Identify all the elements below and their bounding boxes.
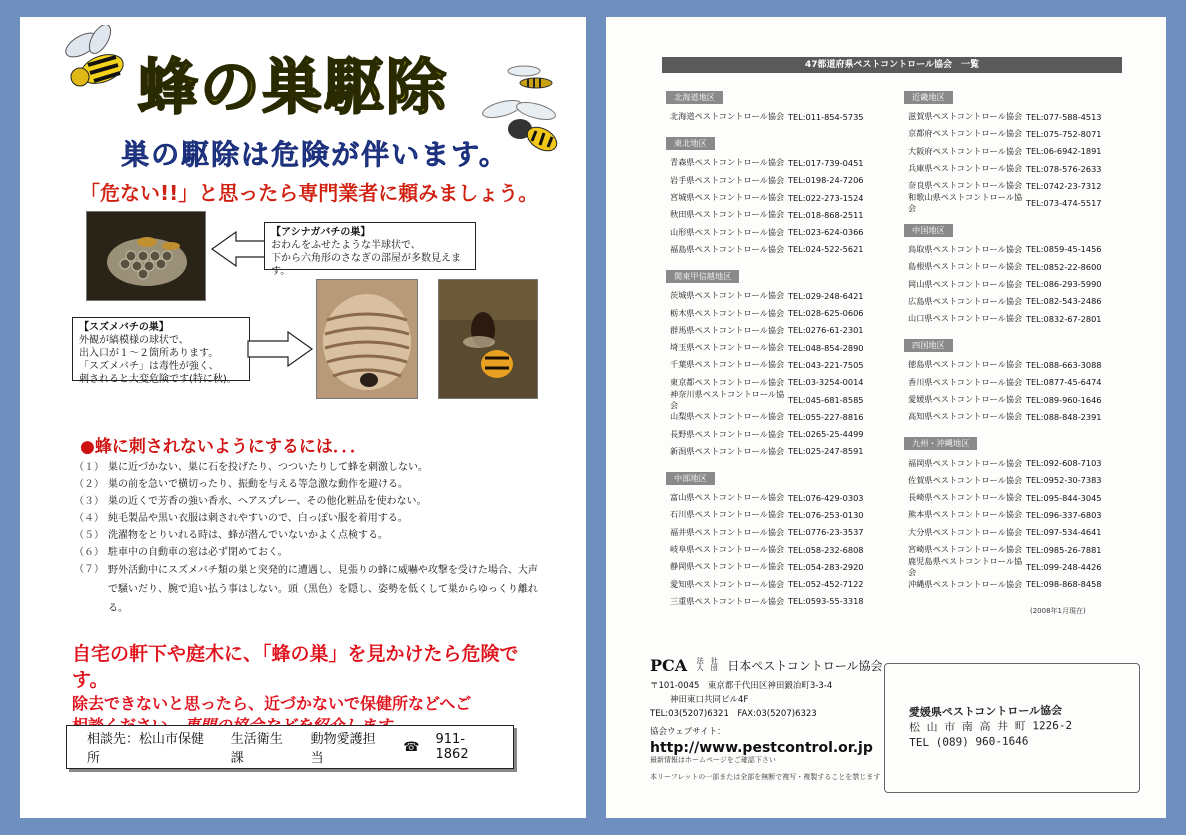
item-number: （３） bbox=[74, 496, 104, 507]
association-row bbox=[900, 143, 1122, 160]
association-row bbox=[900, 275, 1122, 292]
association-name: 三重県ペストコントロール協会 bbox=[670, 595, 785, 606]
region-block bbox=[662, 270, 884, 460]
region-block bbox=[900, 437, 1122, 592]
wasp-illustration-icon bbox=[504, 61, 562, 95]
association-phone: TEL:077-588-4513 bbox=[1026, 111, 1102, 122]
association-name: 山梨県ペストコントロール協会 bbox=[670, 411, 785, 422]
association-phone: TEL:0198-24-7206 bbox=[788, 175, 864, 186]
region-block bbox=[900, 91, 1122, 212]
association-phone: TEL:088-848-2391 bbox=[1026, 411, 1102, 422]
association-phone: TEL:058-232-6808 bbox=[788, 544, 864, 555]
region-block bbox=[900, 224, 1122, 327]
item-number: （１） bbox=[74, 462, 104, 473]
association-phone: TEL:06-6942-1891 bbox=[1026, 146, 1102, 157]
association-name: 熊本県ペストコントロール協会 bbox=[908, 509, 1023, 520]
callout-line: 「スズメバチ」は毒性が強く、 bbox=[79, 361, 219, 372]
association-name: 佐賀県ペストコントロール協会 bbox=[908, 474, 1023, 485]
item-number: （４） bbox=[74, 513, 104, 524]
association-row bbox=[662, 593, 884, 610]
list-item bbox=[74, 527, 544, 544]
association-row bbox=[662, 154, 884, 171]
association-row bbox=[662, 524, 884, 541]
association-phone: TEL:023-624-0366 bbox=[788, 227, 864, 238]
association-name: 福島県ペストコントロール協会 bbox=[670, 243, 785, 254]
association-name: 長野県ペストコントロール協会 bbox=[670, 428, 785, 439]
association-phone: TEL:018-868-2511 bbox=[788, 209, 864, 220]
list-item bbox=[74, 510, 544, 527]
association-name: 福井県ペストコントロール協会 bbox=[670, 526, 785, 537]
consult-phone: 911-1862 bbox=[435, 732, 469, 762]
hornet-nest-callout bbox=[72, 317, 250, 385]
association-name: 日本ペストコントロール協会 bbox=[727, 659, 883, 673]
association-row bbox=[900, 489, 1122, 506]
notice-line: 除去できないと思ったら、近づかないで保健所などへご bbox=[72, 694, 472, 713]
hornet-nest-photo bbox=[316, 279, 418, 399]
association-phone: TEL:092-608-7103 bbox=[1026, 458, 1102, 469]
right-arrow-icon bbox=[246, 329, 314, 369]
association-row bbox=[662, 241, 884, 258]
list-item bbox=[74, 476, 544, 493]
association-name: 宮崎県ペストコントロール協会 bbox=[908, 544, 1023, 555]
association-row bbox=[662, 541, 884, 558]
notice-line: 自宅の軒下や庭木に、「蜂の巣」を見かけたら危険です。 bbox=[72, 643, 519, 691]
prevention-list bbox=[74, 459, 544, 618]
association-name: 大阪府ペストコントロール協会 bbox=[908, 145, 1023, 156]
item-text: 巣の前を急いで横切ったり、振動を与える等急激な動作を避ける。 bbox=[108, 479, 408, 490]
stamp-name: 愛媛県ペストコントロール協会 bbox=[908, 703, 1063, 720]
association-row bbox=[662, 425, 884, 442]
association-phone: TEL:097-534-4641 bbox=[1026, 527, 1102, 538]
address-line: 〒101-0045 東京都千代田区神田鍛冶町3-3-4 bbox=[650, 681, 833, 691]
association-row bbox=[900, 506, 1122, 523]
association-name: 京都府ペストコントロール協会 bbox=[908, 128, 1023, 139]
region-heading: 四国地区 bbox=[904, 339, 953, 352]
consult-office: 相談先：松山市保健所 bbox=[87, 732, 205, 766]
association-row bbox=[900, 160, 1122, 177]
list-item bbox=[74, 459, 544, 476]
association-row bbox=[662, 223, 884, 240]
region-block bbox=[900, 339, 1122, 425]
list-item bbox=[74, 493, 544, 510]
association-phone: TEL:043-221-7505 bbox=[788, 359, 864, 370]
association-phone: TEL:048-854-2890 bbox=[788, 342, 864, 353]
association-row bbox=[662, 558, 884, 575]
association-name: 島根県ペストコントロール協会 bbox=[908, 261, 1023, 272]
region-column-left bbox=[662, 91, 884, 622]
association-row bbox=[900, 524, 1122, 541]
callout-line: 出入口が１～２箇所あります。 bbox=[79, 348, 219, 359]
association-phone: TEL:076-253-0130 bbox=[788, 509, 864, 520]
stamp-address: 松 山 市 南 高 井 町 1226-2 bbox=[908, 718, 1073, 735]
association-name: 滋賀県ペストコントロール協会 bbox=[908, 111, 1023, 122]
association-name: 神奈川県ペストコントロール協会 bbox=[670, 388, 785, 410]
association-name: 岐阜県ペストコントロール協会 bbox=[670, 544, 785, 555]
association-phone: TEL:073-474-5517 bbox=[1026, 198, 1102, 209]
leaflet-right-page bbox=[606, 17, 1166, 818]
association-phone: TEL:086-293-5990 bbox=[1026, 279, 1102, 290]
association-row bbox=[900, 241, 1122, 258]
association-row bbox=[900, 576, 1122, 593]
association-row bbox=[662, 322, 884, 339]
call-professional-warning: 「危ない!!」と思ったら専門業者に頼みましょう。 bbox=[80, 181, 539, 205]
association-row bbox=[662, 287, 884, 304]
as-of-date: (2008年1月現在) bbox=[1030, 607, 1086, 615]
item-number: （６） bbox=[74, 547, 104, 558]
hornet-illustration-icon bbox=[60, 25, 140, 95]
association-phone: TEL:0985-26-7881 bbox=[1026, 544, 1102, 555]
association-name: 東京都ペストコントロール協会 bbox=[670, 376, 785, 387]
association-row bbox=[662, 189, 884, 206]
latest-info-note: 最新情報はホームページをご確認下さい bbox=[650, 756, 776, 764]
region-block bbox=[662, 137, 884, 258]
association-row bbox=[662, 506, 884, 523]
association-name: 山口県ペストコントロール協会 bbox=[908, 313, 1023, 324]
danger-subtitle: 巣の駆除は危険が伴います。 bbox=[121, 138, 509, 171]
association-row bbox=[662, 489, 884, 506]
consultation-box bbox=[66, 725, 514, 769]
association-name: 和歌山県ペストコントロール協会 bbox=[908, 192, 1023, 214]
association-name: 千葉県ペストコントロール協会 bbox=[670, 359, 785, 370]
association-name: 青森県ペストコントロール協会 bbox=[670, 157, 785, 168]
association-row bbox=[662, 576, 884, 593]
association-name: 岩手県ペストコントロール協会 bbox=[670, 174, 785, 185]
association-name: 鳥取県ペストコントロール協会 bbox=[908, 243, 1023, 254]
association-name: 新潟県ペストコントロール協会 bbox=[670, 445, 785, 456]
phone-icon: ☎ bbox=[403, 739, 420, 755]
association-phone: TEL:0742-23-7312 bbox=[1026, 180, 1102, 191]
association-phone: TEL:055-227-8816 bbox=[788, 411, 864, 422]
association-row bbox=[900, 293, 1122, 310]
tel-fax: TEL:03(5207)6321 FAX:03(5207)6323 bbox=[650, 709, 817, 719]
association-row bbox=[900, 391, 1122, 408]
copyright-note: 本リーフレットの一部または全部を無断で複写・複製することを禁じます bbox=[650, 773, 881, 781]
item-text: 洗濯物をとりいれる時は、蜂が潜んでいないかよく点検する。 bbox=[108, 530, 388, 541]
region-heading: 九州・沖縄地区 bbox=[904, 437, 977, 450]
association-name: 北海道ペストコントロール協会 bbox=[670, 111, 785, 122]
leaflet-left-page bbox=[20, 17, 586, 818]
association-phone: TEL:096-337-6803 bbox=[1026, 509, 1102, 520]
association-phone: TEL:025-247-8591 bbox=[788, 446, 864, 457]
association-name: 山形県ペストコントロール協会 bbox=[670, 226, 785, 237]
association-row bbox=[662, 206, 884, 223]
region-heading: 中部地区 bbox=[666, 472, 715, 485]
association-name: 高知県ペストコントロール協会 bbox=[908, 411, 1023, 422]
legal-status: 社団法人 bbox=[696, 657, 719, 671]
association-row bbox=[662, 304, 884, 321]
association-row bbox=[900, 454, 1122, 471]
association-phone: TEL:052-452-7122 bbox=[788, 579, 864, 590]
association-name: 宮城県ペストコントロール協会 bbox=[670, 192, 785, 203]
association-name: 大分県ペストコントロール協会 bbox=[908, 526, 1023, 537]
address-line: 神田東口共同ビル4F bbox=[670, 695, 749, 705]
page-title: 蜂の巣駆除 bbox=[138, 53, 448, 123]
association-name: 長崎県ペストコントロール協会 bbox=[908, 492, 1023, 503]
association-row bbox=[900, 310, 1122, 327]
website-url[interactable]: http://www.pestcontrol.or.jp bbox=[650, 740, 873, 756]
association-phone: TEL:022-273-1524 bbox=[788, 192, 864, 203]
callout-heading: 【スズメバチの巣】 bbox=[79, 322, 169, 333]
association-row bbox=[900, 472, 1122, 489]
association-phone: TEL:045-681-8585 bbox=[788, 394, 864, 405]
association-phone: TEL:028-625-0606 bbox=[788, 308, 864, 319]
prevention-heading: ●蜂に刺されないようにするには．．． bbox=[80, 437, 367, 457]
callout-line: おわんをふせたような半球状で、 bbox=[271, 240, 421, 251]
association-phone: TEL:0832-67-2801 bbox=[1026, 313, 1102, 324]
association-name: 奈良県ペストコントロール協会 bbox=[908, 180, 1023, 191]
association-row bbox=[662, 443, 884, 460]
association-row bbox=[662, 108, 884, 125]
association-row bbox=[900, 356, 1122, 373]
consult-section: 動物愛護担当 bbox=[310, 732, 376, 766]
association-name: 広島県ペストコントロール協会 bbox=[908, 295, 1023, 306]
association-name: 福岡県ペストコントロール協会 bbox=[908, 457, 1023, 468]
association-phone: TEL:054-283-2920 bbox=[788, 561, 864, 572]
association-phone: TEL:0852-22-8600 bbox=[1026, 261, 1102, 272]
association-name: 香川県ペストコントロール協会 bbox=[908, 376, 1023, 387]
association-row bbox=[662, 172, 884, 189]
item-text: 巣に近づかない、巣に石を投げたり、つついたりして蜂を刺激しない。 bbox=[108, 462, 428, 473]
association-row bbox=[900, 108, 1122, 125]
callout-heading: 【アシナガバチの巣】 bbox=[271, 227, 371, 238]
association-phone: TEL:098-868-8458 bbox=[1026, 579, 1102, 590]
association-phone: TEL:017-739-0451 bbox=[788, 157, 864, 168]
consult-dept: 生活衛生課 bbox=[230, 732, 283, 766]
association-phone: TEL:095-844-3045 bbox=[1026, 492, 1102, 503]
association-phone: TEL:078-576-2633 bbox=[1026, 163, 1102, 174]
association-phone: TEL:0276-61-2301 bbox=[788, 325, 864, 336]
local-association-stamp-box bbox=[884, 663, 1140, 793]
region-heading: 東北地区 bbox=[666, 137, 715, 150]
region-block bbox=[662, 472, 884, 610]
nest-found-notice bbox=[72, 641, 552, 737]
stamp-phone: TEL (089) 960-1646 bbox=[909, 734, 1029, 750]
association-name: 徳島県ペストコントロール協会 bbox=[908, 359, 1023, 370]
callout-line: 刺されると大変危険です(特に秋)。 bbox=[79, 374, 237, 385]
paper-wasp-nest-callout bbox=[264, 222, 476, 277]
association-phone: TEL:088-663-3088 bbox=[1026, 359, 1102, 370]
list-item bbox=[74, 561, 544, 618]
association-phone: TEL:076-429-0303 bbox=[788, 492, 864, 503]
association-phone: TEL:082-543-2486 bbox=[1026, 296, 1102, 307]
giant-hornet-photo bbox=[438, 279, 538, 399]
association-name: 兵庫県ペストコントロール協会 bbox=[908, 163, 1023, 174]
association-phone: TEL:024-522-5621 bbox=[788, 244, 864, 255]
association-row bbox=[662, 408, 884, 425]
association-name: 埼玉県ペストコントロール協会 bbox=[670, 342, 785, 353]
region-heading: 関東甲信越地区 bbox=[666, 270, 739, 283]
association-row bbox=[900, 125, 1122, 142]
association-phone: TEL:03-3254-0014 bbox=[788, 377, 864, 388]
region-column-right bbox=[900, 91, 1122, 605]
association-name: 愛知県ペストコントロール協会 bbox=[670, 578, 785, 589]
callout-line: 下から六角形のさなぎの部屋が多数見えます。 bbox=[271, 253, 461, 277]
association-name: 栃木県ペストコントロール協会 bbox=[670, 307, 785, 318]
association-phone: TEL:075-752-8071 bbox=[1026, 128, 1102, 139]
item-text: 駐車中の自動車の窓は必ず閉めておく。 bbox=[108, 547, 288, 558]
callout-line: 外観が縞模様の球状で、 bbox=[79, 335, 189, 346]
region-heading: 近畿地区 bbox=[904, 91, 953, 104]
region-heading: 北海道地区 bbox=[666, 91, 723, 104]
association-row bbox=[662, 388, 884, 410]
association-name: 静岡県ペストコントロール協会 bbox=[670, 561, 785, 572]
paper-wasp-nest-photo bbox=[86, 211, 206, 301]
region-heading: 中国地区 bbox=[904, 224, 953, 237]
item-text: 野外活動中にスズメバチ類の巣と突発的に遭遇し、見張りの蜂に威嚇や攻撃を受けた場合、大声で騒いだり、腕で追い払う事はしない。頭（黒色）を隠し、姿勢を低くして巣からゆっくり離れる。 bbox=[108, 565, 538, 614]
association-row bbox=[662, 356, 884, 373]
association-name: 富山県ペストコントロール協会 bbox=[670, 492, 785, 503]
association-row bbox=[662, 339, 884, 356]
association-row bbox=[900, 192, 1122, 214]
association-phone: TEL:099-248-4426 bbox=[1026, 561, 1102, 572]
item-number: （７） bbox=[74, 564, 104, 575]
association-row bbox=[900, 555, 1122, 577]
association-name: 群馬県ペストコントロール協会 bbox=[670, 324, 785, 335]
association-phone: TEL:0952-30-7383 bbox=[1026, 475, 1102, 486]
association-name: 岡山県ペストコントロール協会 bbox=[908, 278, 1023, 289]
association-phone: TEL:089-960-1646 bbox=[1026, 394, 1102, 405]
item-text: 純毛製品や黒い衣服は刺されやすいので、白っぽい服を着用する。 bbox=[108, 513, 408, 524]
association-name: 鹿児島県ペストコントロール協会 bbox=[908, 555, 1023, 577]
item-number: （５） bbox=[74, 530, 104, 541]
association-name: 秋田県ペストコントロール協会 bbox=[670, 209, 785, 220]
item-text: 巣の近くで芳香の強い香水、ヘアスプレー、その他化粧品を使わない。 bbox=[108, 496, 427, 507]
association-phone: TEL:0265-25-4499 bbox=[788, 429, 864, 440]
association-name: 石川県ペストコントロール協会 bbox=[670, 509, 785, 520]
association-row bbox=[900, 374, 1122, 391]
association-phone: TEL:0859-45-1456 bbox=[1026, 244, 1102, 255]
association-name: 茨城県ペストコントロール協会 bbox=[670, 290, 785, 301]
region-block bbox=[662, 91, 884, 125]
item-number: （２） bbox=[74, 479, 104, 490]
association-phone: TEL:029-248-6421 bbox=[788, 290, 864, 301]
association-list-header: 47都道府県ペストコントロール協会 一覧 bbox=[662, 57, 1122, 73]
association-name: 沖縄県ペストコントロール協会 bbox=[908, 578, 1023, 589]
pca-logo-icon: PCA bbox=[650, 656, 688, 675]
association-phone: TEL:0776-23-3537 bbox=[788, 527, 864, 538]
association-row bbox=[900, 258, 1122, 275]
local-association-stamp bbox=[909, 703, 1073, 750]
association-phone: TEL:011-854-5735 bbox=[788, 111, 864, 122]
association-row bbox=[900, 408, 1122, 425]
website-label: 協会ウェブサイト： bbox=[650, 727, 726, 737]
list-item bbox=[74, 544, 544, 561]
association-phone: TEL:0593-55-3318 bbox=[788, 596, 864, 607]
association-name: 愛媛県ペストコントロール協会 bbox=[908, 394, 1023, 404]
association-phone: TEL:0877-45-6474 bbox=[1026, 377, 1102, 388]
